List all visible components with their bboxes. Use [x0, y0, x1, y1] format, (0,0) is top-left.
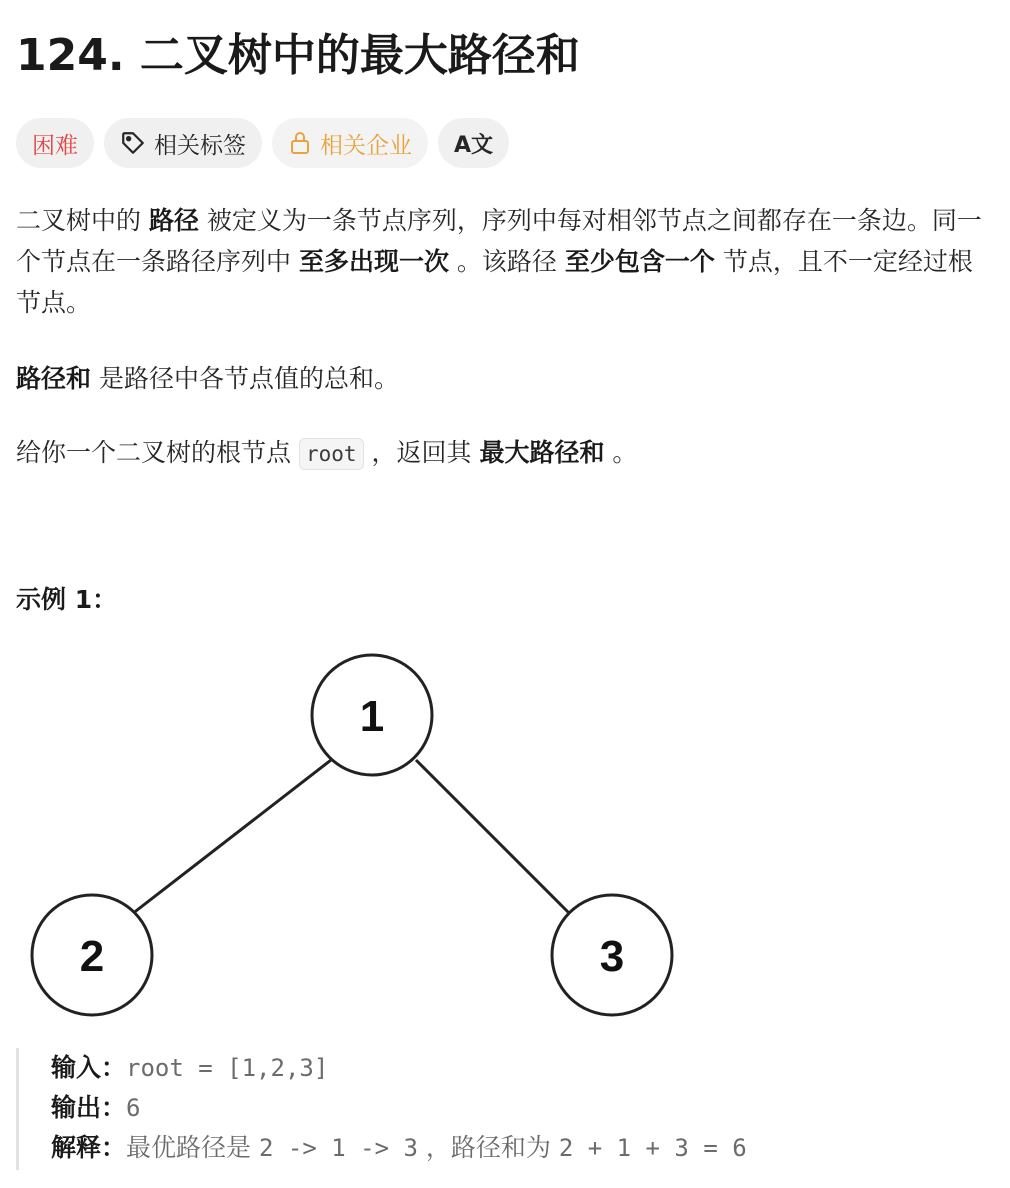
description-paragraph-3 — [16, 432, 991, 475]
explain-text-2: ，路径和为 — [417, 1133, 559, 1162]
desc-text: 是路径中各节点值的总和。 — [91, 364, 399, 393]
example-output-line — [51, 1088, 747, 1128]
translate-icon: A文 — [454, 132, 494, 158]
example-input-line — [51, 1048, 747, 1088]
difficulty-badge — [16, 118, 94, 168]
tree-edge-1-3 — [416, 760, 570, 914]
lock-icon — [288, 130, 312, 156]
desc-bold-path-sum: 路径和 — [16, 364, 92, 393]
example-tree-diagram — [16, 652, 676, 1022]
example-explain-line — [51, 1128, 747, 1168]
related-companies-label: 相关企业 — [320, 132, 412, 159]
explain-label: 解释： — [51, 1133, 127, 1162]
desc-bold-at-least-one: 至少包含一个 — [564, 247, 715, 276]
example-title: 示例 1： — [16, 585, 118, 614]
desc-bold-max-path-sum: 最大路径和 — [479, 438, 605, 467]
desc-text: 二叉树中的 — [16, 206, 149, 235]
inline-code-root: root — [299, 438, 364, 470]
desc-text: ，返回其 — [363, 438, 480, 467]
tree-node-1-label: 1 — [359, 692, 385, 741]
tag-icon — [120, 130, 146, 156]
desc-text: 给你一个二叉树的根节点 — [16, 438, 299, 467]
difficulty-label: 困难 — [32, 132, 78, 159]
output-label: 输出： — [51, 1093, 127, 1122]
translate-button[interactable] — [438, 118, 509, 168]
tree-node-3-label: 3 — [599, 932, 625, 981]
related-tags-button[interactable] — [104, 118, 262, 168]
input-label: 输入： — [51, 1053, 127, 1082]
desc-text: 节点，且不一定经过根节点。 — [16, 247, 973, 317]
description-paragraph-2 — [16, 358, 991, 399]
input-value: root = [1,2,3] — [126, 1054, 329, 1082]
tree-node-3 — [552, 895, 672, 1015]
description-paragraph-1 — [16, 200, 991, 323]
example-io-block — [16, 1048, 747, 1170]
tree-node-2-label: 2 — [79, 932, 105, 981]
desc-bold-path: 路径 — [148, 206, 199, 235]
output-value: 6 — [126, 1094, 141, 1122]
related-tags-label: 相关标签 — [154, 132, 246, 159]
tree-edge-1-2 — [132, 760, 331, 914]
tree-node-1 — [312, 655, 432, 775]
tree-node-2 — [32, 895, 152, 1015]
related-companies-button[interactable] — [272, 118, 428, 168]
explain-text: 最优路径是 — [126, 1133, 259, 1162]
explain-path: 2 -> 1 -> 3 — [258, 1134, 418, 1162]
desc-text: 被定义为一条节点序列，序列中每对相邻节点之间都存在一条边。同一个节点在一条路径序列中 — [16, 206, 982, 276]
tag-row — [16, 118, 509, 168]
explain-sum: 2 + 1 + 3 = 6 — [558, 1134, 747, 1162]
desc-bold-at-most-once: 至多出现一次 — [298, 247, 449, 276]
desc-text: 。该路径 — [448, 247, 565, 276]
problem-title: 124. 二叉树中的最大路径和 — [16, 30, 580, 81]
desc-text: 。 — [604, 438, 638, 467]
